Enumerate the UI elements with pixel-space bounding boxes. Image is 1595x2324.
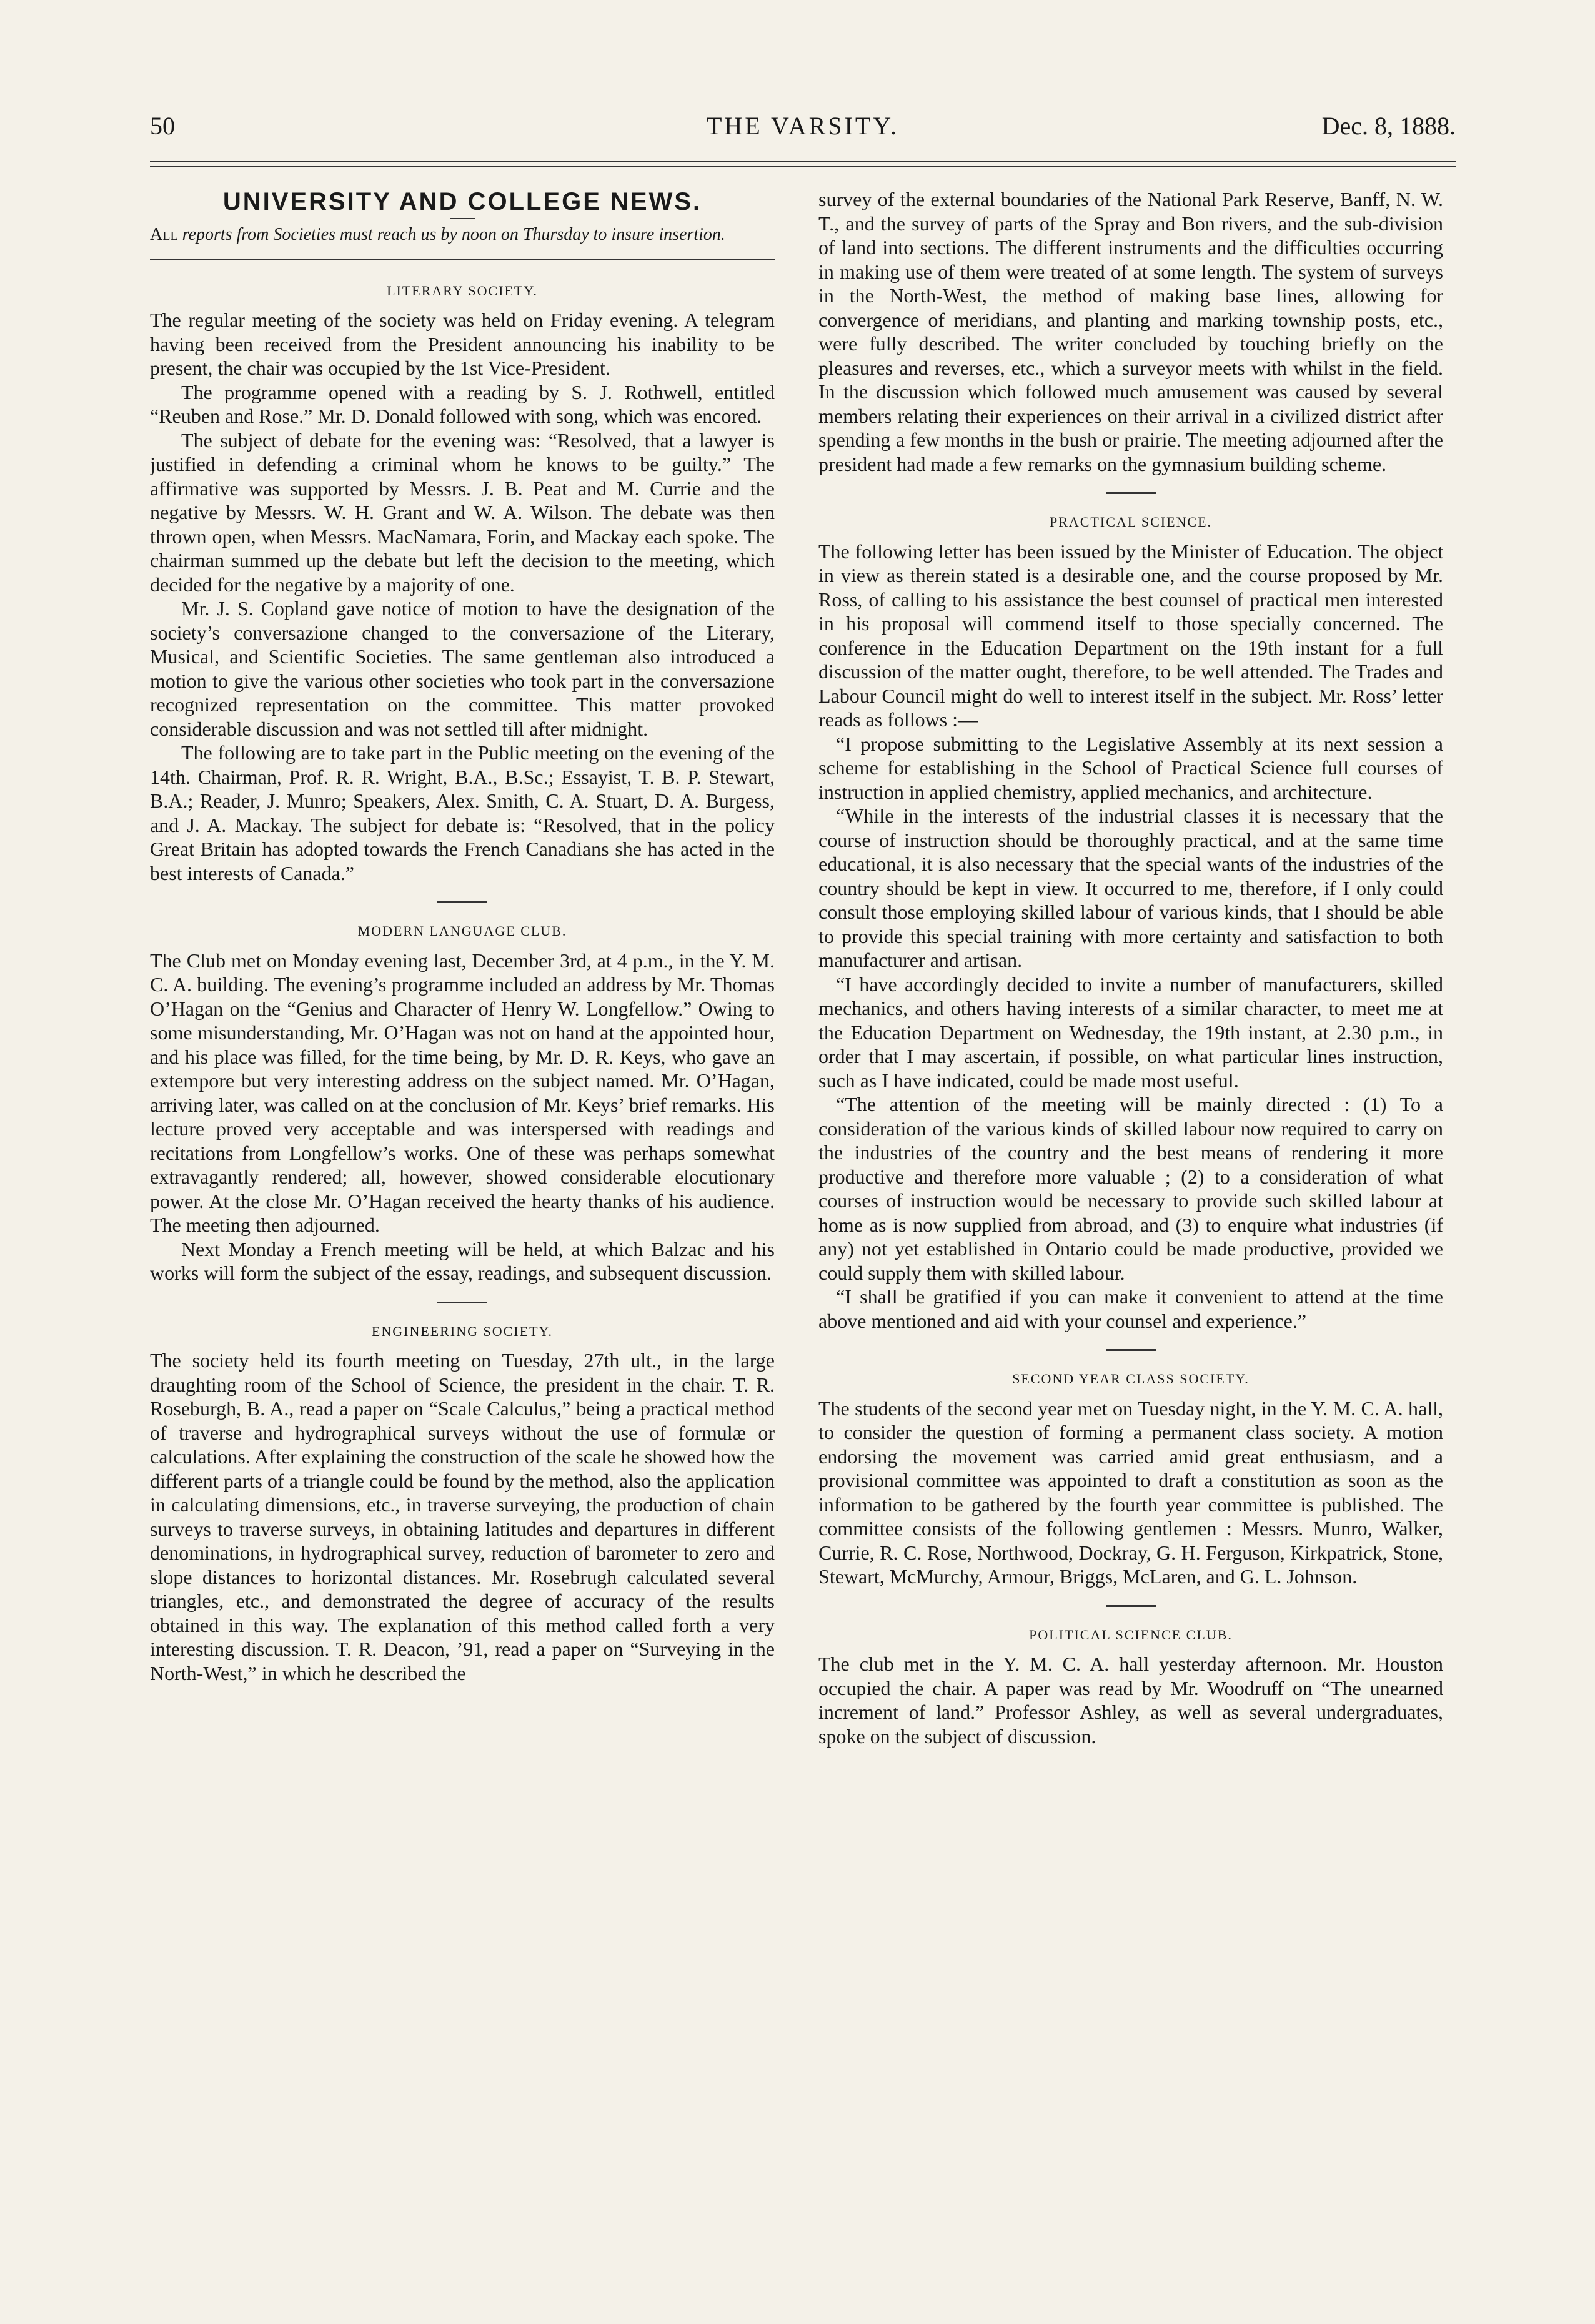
article-separator (1106, 492, 1156, 494)
letter-paragraph: “I have accordingly decided to invite a number of manufacturers, skilled mechanics, and others having interests of a similar character, to meet me at the Education Department on Wednesday, the 19th instant, at 2.30 p.m., in order that I may ascertain, if possible, on what particular lines instruction, such as I have indicated, could be made most useful. (818, 972, 1443, 1092)
article-heading: PRACTICAL SCIENCE. (1049, 514, 1213, 530)
submission-notice (150, 224, 775, 245)
section-title: UNIVERSITY AND COLLEGE NEWS. (222, 188, 702, 215)
title-dash (450, 218, 475, 219)
paragraph: The programme opened with a reading by S. J. Rothwell, entitled “Reuben and Rose.” Mr. D. Donald followed with song, which was encored. (150, 380, 775, 427)
letter-paragraph: “I propose submitting to the Legislative Assembly at its next session a scheme for establishing in the School of Practical Science full courses of instruction in applied chemistry, applied mechanics, and architecture. (818, 732, 1443, 803)
article-heading: LITERARY SOCIETY. (387, 282, 538, 299)
article-separator (437, 901, 487, 903)
right-column (818, 187, 1443, 2298)
paragraph: Next Monday a French meeting will be held, at which Balzac and his works will form the subject of the essay, readings, and subsequent discussion. (150, 1237, 775, 1284)
letter-paragraph: “The attention of the meeting will be mainly directed : (1) To a consideration of the various kinds of skilled labour now required to carry on the industries of the country and the best means of rendering it more productive and therefore more valuable ; (2) to a consideration of what courses of instruction would be necessary to provide such skilled labour at home as is now supplied from abroad, and (3) to enquire what industries (if any) not yet established in Ontario could be made productive, provided we could supply them with skilled labour. (818, 1093, 1443, 1284)
page-number: 50 (150, 112, 175, 140)
notice-lead: All (150, 224, 178, 244)
section-rule (150, 259, 775, 260)
article-heading: MODERN LANGUAGE CLUB. (357, 923, 567, 939)
ross-letter (818, 732, 1443, 1333)
article-heading: ENGINEERING SOCIETY. (371, 1323, 554, 1339)
paragraph: The students of the second year met on Tuesday night, in the Y. M. C. A. hall, to consider the question of forming a permanent class society. A motion endorsing the movement was carried amid great enthusiasm, and a provisional committee was appointed to draft a constitution as soon as the information to be gathered by the fourth year committee is published. The committee consists of the following gentlemen : Messrs. Munro, Walker, Currie, R. C. Rose, Northwood, Dockray, G. H. Ferguson, Kirkpatrick, Stone, Stewart, McMurchy, Armour, Briggs, McLaren, and G. L. Johnson. (818, 1397, 1443, 1588)
publication-title: THE VARSITY. (706, 112, 900, 140)
paragraph: The following letter has been issued by the Minister of Education. The object in view as therein stated is a desirable one, and the course proposed by Mr. Ross, of calling to his assistance the best counsel of practical men interested in his proposal will commend itself to those specially concerned. The conference in the Education Department on the 19th instant for a full discussion of the matter ought, therefore, to be well attended. The Trades and Labour Council might do well to interest itself in the subject. Mr. Ross’ letter reads as follows :— (818, 540, 1443, 731)
letter-paragraph: “While in the interests of the industrial classes it is necessary that the course of instruction should be thoroughly practical, and at the same time educational, it is also necessary that the special wants of the industries of the country should be kept in view. It occurred to me, therefore, if I only could consult those employing skilled labour of various kinds, that I should be able to provide this special training with more certainty and satisfaction to both manufacturer and artisan. (818, 804, 1443, 971)
article-separator (1106, 1605, 1156, 1607)
paragraph: The society held its fourth meeting on Tuesday, 27th ult., in the large draughting room of the School of Science, the president in the chair. T. R. Roseburgh, B. A., read a paper on “Scale Calculus,” being a practical method of traverse and hydrographical surveys without the use of formulæ or calculations. After explaining the construction of the scale he showed how the different parts of a triangle could be found by the method, also the application in calculating dimensions, etc., in traverse surveying, the production of chain surveys to traverse surveys, in obtaining latitudes and departures in different denominations, in hydrographical survey, reduction of barometer to zero and slope distances to horizontal distances. Mr. Rosebrugh calculated several triangles, etc., and demonstrated the degree of accuracy of the results obtained in this way. The explanation of this method called forth a very interesting discussion. T. R. Deacon, ’91, read a paper on “Surveying in the North-West,” in which he described the (150, 1349, 775, 1684)
paragraph: The regular meeting of the society was held on Friday evening. A telegram having been received from the President announcing his inability to be present, the chair was occupied by the 1st Vice-President. (150, 309, 775, 379)
letter-paragraph: “I shall be gratified if you can make it convenient to attend at the time above mentioned and aid with your counsel and experience.” (818, 1285, 1443, 1332)
issue-date: Dec. 8, 1888. (1321, 112, 1456, 140)
header-rule-bottom (150, 166, 1456, 167)
paragraph: The Club met on Monday evening last, December 3rd, at 4 p.m., in the Y. M. C. A. building. The evening’s programme included an address by Mr. Thomas O’Hagan on the “Genius and Character of Henry W. Longfellow.” Owing to some misunderstanding, Mr. O’Hagan was not on hand at the appointed hour, and his place was filled, for the time being, by Mr. D. R. Keys, who gave an extempore but very interesting address on the subject named. Mr. O’Hagan, arriving later, was called on at the conclusion of Mr. Keys’ brief remarks. His lecture proved very acceptable and was interspersed with readings and recitations from Longfellow’s works. One of these was perhaps somewhat extravagantly rendered; all, however, showed considerable elocutionary power. At the close Mr. O’Hagan received the hearty thanks of his audience. The meeting then adjourned. (150, 949, 775, 1236)
article-practical-science (818, 510, 1443, 1333)
paragraph: The following are to take part in the Public meeting on the evening of the 14th. Chairman, Prof. R. R. Wright, B.A., B.Sc.; Essayist, T. B. P. Stewart, B.A.; Reader, J. Munro; Speakers, Alex. Smith, C. A. Stuart, D. A. Burgess, and J. A. Mackay. The subject for debate is: “Resolved, that in the policy Great Britain has adopted towards the French Canadians she has acted in the best interests of Canada.” (150, 741, 775, 884)
article-literary-society (150, 279, 775, 886)
article-heading: SECOND YEAR CLASS SOCIETY. (1012, 1371, 1250, 1387)
notice-text: reports from Societies must reach us by noon on Thursday to insure insertion. (182, 224, 725, 244)
page-header (150, 111, 1456, 155)
left-column (150, 187, 775, 2298)
article-heading: POLITICAL SCIENCE CLUB. (1029, 1626, 1233, 1643)
paragraph: The subject of debate for the evening was: “Resolved, that a lawyer is justified in defending a criminal whom he knows to be guilty.” The affirmative was supported by Messrs. J. B. Peat and M. Currie and the negative by Messrs. W. H. Grant and W. A. Wilson. The debate was then thrown open, when Messrs. MacNamara, Forin, and Mackay each spoke. The chairman summed up the debate but left the decision to the meeting, which decided for the negative by a majority of one. (150, 428, 775, 596)
engineering-continuation: survey of the external boundaries of the National Park Reserve, Banff, N. W. T., and the survey of parts of the Spray and Bon rivers, and the sub-division of land into sections. The different instruments and the difficulties occurring in making use of them were treated of at some length. The system of surveys in the North-West, the method of making base lines, allowing for convergence of meridians, and planting and marking township posts, etc., were fully described. The writer concluded by touching briefly on the pleasures and reverses, etc., which a surveyor meets with whilst in the field. In the discussion which followed much amusement was caused by several members relating their experiences on their arrival in a civilized district after spending a few months in the bush or prairie. The meeting adjourned after the president had made a few remarks on the gymnasium building scheme. (818, 188, 1443, 475)
article-engineering-society (150, 1320, 775, 1686)
article-separator (1106, 1349, 1156, 1351)
article-separator (437, 1302, 487, 1303)
paragraph: Mr. J. S. Copland gave notice of motion to have the designation of the society’s conversazione changed to the conversazione of the Literary, Musical, and Scientific Societies. The same gentleman also introduced a motion to give the various other societies who took part in the conversazione recognized representation on the committee. This matter provoked considerable discussion and was not settled till after midnight. (150, 597, 775, 740)
article-political-science-club (818, 1623, 1443, 1749)
article-second-year-class-society (818, 1367, 1443, 1589)
header-rule-top (150, 161, 1456, 162)
paragraph: The club met in the Y. M. C. A. hall yesterday afternoon. Mr. Houston occupied the chair. A paper was read by Mr. Woodruff on “The unearned increment of land.” Professor Ashley, as well as several undergraduates, spoke on the subject of discussion. (818, 1653, 1443, 1748)
article-modern-language-club (150, 919, 775, 1285)
